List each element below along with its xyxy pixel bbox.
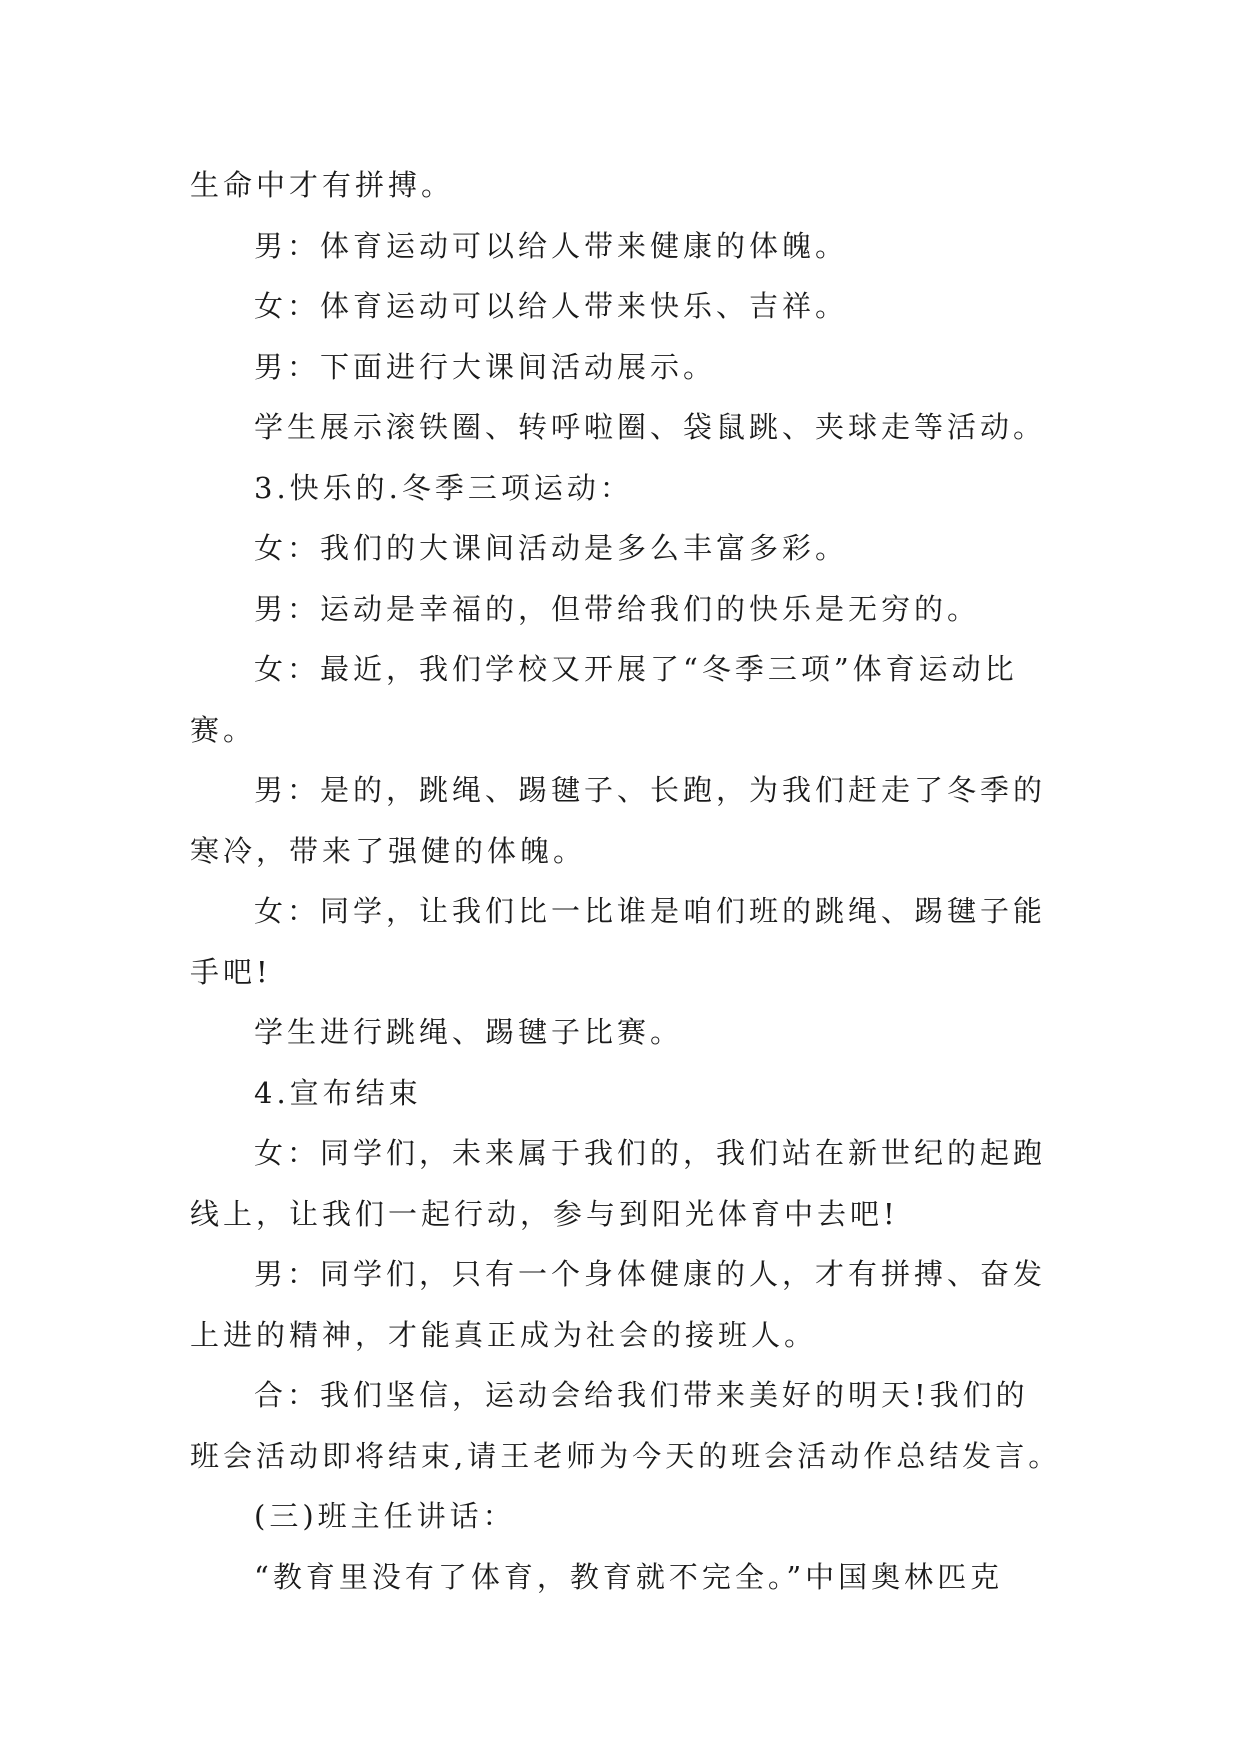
paragraph-line: “教育里没有了体育，教育就不完全。”中国奥林匹克 xyxy=(254,1559,1004,1594)
paragraph-line: 女：同学，让我们比一比谁是咱们班的跳绳、踢毽子能 xyxy=(254,894,1047,928)
section-heading: (三)班主任讲话： xyxy=(254,1499,516,1533)
paragraph-line: 男：下面进行大课间活动展示。 xyxy=(254,349,717,384)
paragraph-line: 学生展示滚铁圈、转呼啦圈、袋鼠跳、夹球走等活动。 xyxy=(254,410,1047,444)
paragraph-line: 合：我们坚信，运动会给我们带来美好的明天!我们的 xyxy=(254,1378,1029,1412)
paragraph-line: 女：同学们，未来属于我们的，我们站在新世纪的起跑 xyxy=(254,1136,1047,1170)
paragraph-line: 女：体育运动可以给人带来快乐、吉祥。 xyxy=(254,289,849,323)
paragraph-line: 上进的精神，才能真正成为社会的接班人。 xyxy=(190,1317,818,1352)
paragraph-line: 生命中才有拼搏。 xyxy=(190,168,455,202)
paragraph-line: 男：运动是幸福的，但带给我们的快乐是无穷的。 xyxy=(254,591,981,626)
paragraph-line: 寒冷，带来了强健的体魄。 xyxy=(190,833,587,868)
paragraph-line: 男：体育运动可以给人带来健康的体魄。 xyxy=(254,228,849,263)
section-heading: 3.快乐的.冬季三项运动： xyxy=(254,470,633,505)
paragraph-line: 手吧! xyxy=(190,954,272,989)
paragraph-line: 女：最近，我们学校又开展了“冬季三项”体育运动比 xyxy=(254,652,1018,686)
paragraph-line: 线上，让我们一起行动，参与到阳光体育中去吧! xyxy=(190,1196,899,1231)
paragraph-line: 女：我们的大课间活动是多么丰富多彩。 xyxy=(254,531,849,565)
paragraph-line: 班会活动即将结束,请王老师为今天的班会活动作总结发言。 xyxy=(190,1438,1062,1473)
paragraph-line: 男：同学们，只有一个身体健康的人，才有拼搏、奋发 xyxy=(254,1257,1047,1291)
paragraph-line: 赛。 xyxy=(190,712,257,747)
paragraph-line: 男：是的，跳绳、踢毽子、长跑，为我们赶走了冬季的 xyxy=(254,773,1047,807)
paragraph-line: 学生进行跳绳、踢毽子比赛。 xyxy=(254,1015,684,1049)
document-body xyxy=(190,155,1062,1607)
section-heading: 4.宣布结束 xyxy=(254,1075,422,1110)
